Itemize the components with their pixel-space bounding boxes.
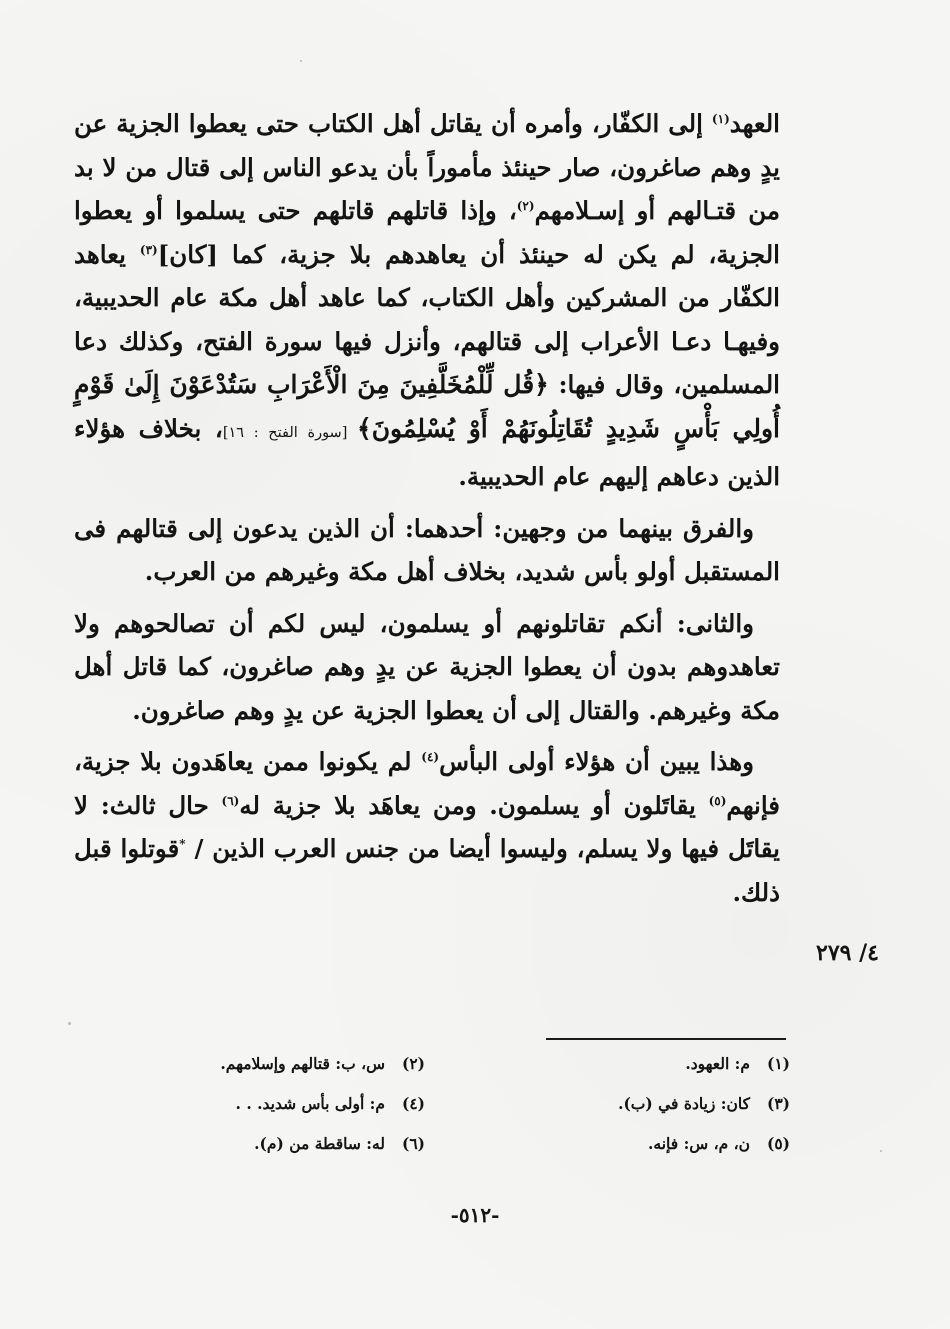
footnote-item (465, 1086, 790, 1122)
text-segment: والثانى: أنكم تقاتلونهم أو يسلمون، ليس لكم أن تصالحوهم ولا تعاهدوهم بدون أن يعطوا الجزية عن يدٍ وهم صاغرون، كما قاتل أهل مكة وغيرهم. والقتال إلى أن يعطوا الجزية عن يدٍ وهم صاغرون. (74, 608, 780, 725)
footnote-text: م: العهود. (685, 1054, 750, 1073)
text-segment: ، وإذا قاتلهم قاتلهم حتى يسلموا أو يعطوا الجزية، لم يكن له حينئذ أن يعاهدهم بلا جزية، كما [كان] (74, 196, 780, 269)
footnote-item (465, 1046, 790, 1082)
text-segment: والفرق بينهما من وجهين: أحدهما: أن الذين يدعون إلى قتالهم فى المستقبل أولو بأس شديد، بخلاف أهل مكة وغيرهم من العرب. (74, 513, 780, 586)
footnote-item (100, 1126, 425, 1162)
footnote-marker: (٢) (516, 198, 535, 213)
scan-speck (300, 60, 302, 62)
text-segment: حال ثالث: لا يقاتَل فيها ولا يسلم، وليسوا أيضا من جنس العرب الذين / (74, 790, 781, 863)
footnote-item (100, 1046, 425, 1082)
footnote-item (100, 1086, 425, 1122)
footnote-number: (١) (766, 1054, 790, 1073)
text-segment: إلى الكفّار، وأمره أن يقاتل أهل الكتاب حتى يعطوا الجزية عن يدٍ وهم صاغرون، صار حينئذ مأموراً بأن يدعو الناس إلى قتال من لا بد من قتـالهم أو إسـلامهم (74, 109, 780, 225)
footnote-item (465, 1126, 790, 1162)
footnote-marker: (١) (711, 111, 730, 126)
text-segment: يقاتَلون أو يسلمون. ومن يعاهَد بلا جزية له (239, 790, 709, 820)
verse-reference: [سورة الفتح : ١٦] (222, 424, 358, 441)
paragraph-1 (74, 102, 780, 499)
main-text (74, 102, 780, 914)
footnote-text: له: ساقطة من (م). (254, 1134, 385, 1153)
footnote-marker: (٦) (221, 793, 240, 808)
paragraph-3 (74, 602, 780, 733)
scan-speck (880, 1150, 882, 1152)
footnote-marker: (٤) (421, 749, 440, 764)
footnote-text: س، ب: قتالهم وإسلامهم. (220, 1054, 385, 1073)
paragraph-4 (74, 740, 780, 914)
footnotes (100, 1046, 790, 1162)
footnote-number: (٥) (766, 1134, 790, 1153)
footnote-marker: (٥) (708, 793, 727, 808)
footnote-marker: (٣) (139, 242, 158, 257)
footnote-text: م: أولى بأس شديد. . . (235, 1094, 385, 1113)
quran-verse: ﴿قُل لِّلْمُخَلَّفِينَ مِنَ الْأَعْرَابِ سَتُدْعَوْنَ إِلَىٰ قَوْمٍ أُولِي بَأْسٍ شَدِيدٍ تُقَاتِلُونَهُمْ أَوْ يُسْلِمُونَ﴾ (74, 370, 781, 443)
page-number: -٥١٢- (450, 1203, 500, 1227)
footnote-number: (٤) (401, 1094, 425, 1113)
scan-speck (68, 1022, 71, 1025)
text-segment: العهد (729, 109, 780, 138)
text-segment: ، بخلاف هؤلاء الذين دعاهم إليهم عام الحديبية. (74, 413, 780, 491)
text-segment: لم يكونوا ممن يعاهَدون بلا جزية، فإنهم (74, 747, 780, 820)
footnote-number: (٢) (401, 1054, 425, 1073)
text-segment: يعاهد الكفّار من المشركين وأهل الكتاب، كما عاهد أهل مكة عام الحديبية، وفيهـا دعـا الأعراب إلى قتالهم، وأنزل فيها سورة الفتح، وكذلك دعا المسلمين، وقال فيها: (74, 239, 780, 399)
paragraph-2 (74, 507, 780, 594)
footnote-number: (٣) (766, 1094, 790, 1113)
text-segment: قوتلوا قبل ذلك. (74, 834, 780, 907)
footnote-divider (546, 1038, 786, 1040)
footnote-text: كان: زيادة في (ب). (618, 1094, 750, 1113)
footnote-number: (٦) (401, 1134, 425, 1153)
margin-page-reference: ٤/ ٢٧٩ (816, 940, 879, 966)
footnote-marker: * (179, 836, 186, 851)
footnote-text: ن، م، س: فإنه. (648, 1134, 750, 1153)
text-segment: وهذا يبين أن هؤلاء أولى البأس (439, 747, 754, 776)
